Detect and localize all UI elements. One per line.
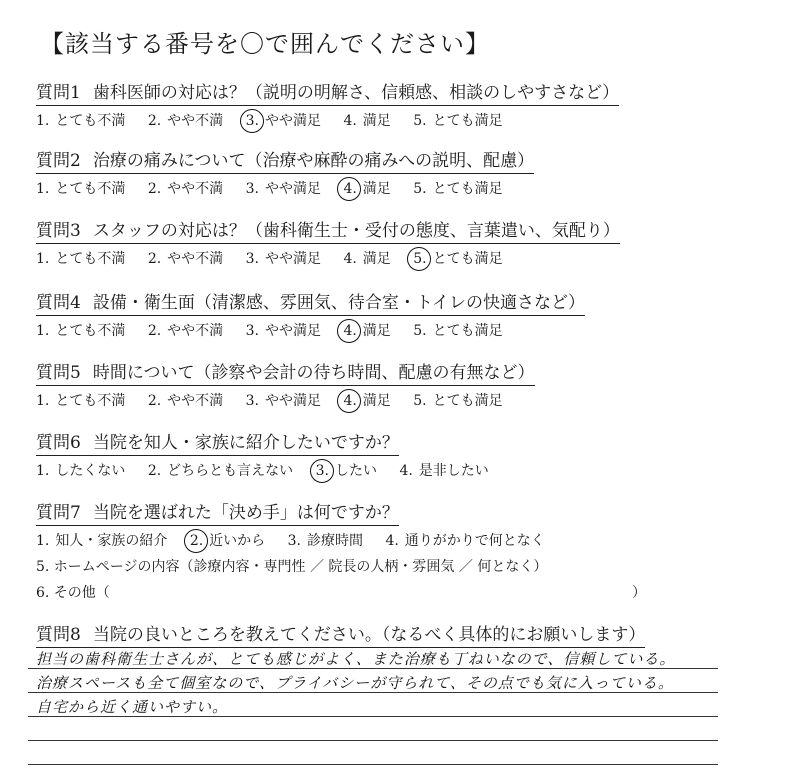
question-number: 質問5 <box>36 363 81 383</box>
question-6 <box>36 428 676 480</box>
options-row <box>36 178 676 198</box>
question-heading <box>36 498 399 526</box>
option-3-selected[interactable]: 3. やや満足 <box>246 113 321 129</box>
options-row <box>36 460 676 480</box>
selection-circle <box>407 247 431 271</box>
question-heading <box>36 216 620 244</box>
options-row <box>36 110 676 130</box>
answer-line <box>28 740 718 741</box>
handwritten-answer-line: 担当の歯科衛生士さんが、とても感じがよく、また治療も丁ねいなので、信頼している。 <box>36 650 676 668</box>
option-4[interactable]: 4. 満足 <box>343 251 391 267</box>
question-7 <box>36 498 676 602</box>
option-2-selected[interactable]: 2. 近いから <box>190 533 265 549</box>
option-4-selected[interactable]: 4. 満足 <box>343 393 390 409</box>
question-number: 質問2 <box>36 151 81 171</box>
question-number: 質問4 <box>36 293 81 313</box>
option-1[interactable]: 1. とても不満 <box>36 323 126 339</box>
question-3 <box>36 216 676 268</box>
selection-circle <box>240 109 264 133</box>
option-1[interactable]: 1. とても不満 <box>36 251 126 267</box>
option-5-selected[interactable]: 5. とても満足 <box>413 251 502 267</box>
question-number: 質問7 <box>36 503 81 523</box>
question-text: 当院を選ばれた「決め手」は何ですか？ <box>92 503 399 523</box>
page-title: 【該当する番号を〇で囲んでください】 <box>40 30 490 58</box>
selection-circle <box>337 389 361 413</box>
question-2 <box>36 146 676 198</box>
options-row <box>36 530 676 550</box>
question-heading <box>36 288 585 316</box>
selection-circle <box>337 319 361 343</box>
option-3[interactable]: 3. やや満足 <box>245 323 321 339</box>
answer-line <box>28 764 718 765</box>
question-text: 治療の痛みについて（治療や麻酔の痛みへの説明、配慮） <box>92 151 535 171</box>
option-2[interactable]: 2. やや不満 <box>147 251 224 267</box>
question-number: 質問6 <box>36 433 81 453</box>
question-heading <box>36 146 534 174</box>
option-4-selected[interactable]: 4. 満足 <box>343 323 390 339</box>
option-1[interactable]: 1. とても不満 <box>36 181 126 197</box>
question-text: スタッフの対応は？（歯科衛生士・受付の態度、言葉遣い、気配り） <box>92 221 620 241</box>
option-5[interactable]: 5. ホームページの内容（診療内容・専門性 ／ 院長の人柄・雰囲気 ／ 何となく） <box>36 559 548 575</box>
question-text: 歯科医師の対応は？（説明の明解さ、信頼感、相談のしやすさなど） <box>92 83 620 103</box>
question-text: 当院を知人・家族に紹介したいですか？ <box>92 433 399 453</box>
handwritten-answer-line: 治療スペースも全て個室なので、プライバシーが守られて、その点でも気に入っている。 <box>36 674 674 692</box>
question-heading <box>36 78 619 106</box>
option-4[interactable]: 4. 是非したい <box>399 463 489 479</box>
free-answer-area[interactable] <box>28 640 718 770</box>
option-5[interactable]: 5. とても満足 <box>413 323 503 339</box>
option-2[interactable]: 2. やや不満 <box>147 323 224 339</box>
option-1[interactable]: 1. とても不満 <box>36 393 126 409</box>
question-heading <box>36 428 399 456</box>
option-3-selected[interactable]: 3. したい <box>316 463 377 479</box>
option-3[interactable]: 3. 診療時間 <box>287 533 363 549</box>
options-row <box>36 320 676 340</box>
option-1[interactable]: 1. したくない <box>36 463 126 479</box>
option-3[interactable]: 3. やや満足 <box>245 251 321 267</box>
option-2[interactable]: 2. どちらとも言えない <box>147 463 294 479</box>
option-6-other[interactable]: 6. その他（ ） <box>36 585 646 601</box>
handwritten-answer-line: 自宅から近く通いやすい。 <box>36 698 229 716</box>
option-2[interactable]: 2. やや不満 <box>147 113 224 129</box>
question-4 <box>36 288 676 340</box>
question-5 <box>36 358 676 410</box>
option-2[interactable]: 2. やや不満 <box>147 181 224 197</box>
selection-circle <box>337 177 361 201</box>
selection-circle <box>310 459 334 483</box>
options-row <box>36 390 676 410</box>
option-3[interactable]: 3. やや満足 <box>245 393 321 409</box>
option-3[interactable]: 3. やや満足 <box>245 181 321 197</box>
option-5[interactable]: 5. とても満足 <box>413 113 503 129</box>
question-text: 当院の良いところを教えてください。（なるべく具体的にお願いします） <box>92 625 646 645</box>
option-5[interactable]: 5. とても満足 <box>413 393 503 409</box>
question-number: 質問3 <box>36 221 81 241</box>
question-heading <box>36 358 535 386</box>
question-1 <box>36 78 676 130</box>
question-number: 質問1 <box>36 83 81 103</box>
option-1[interactable]: 1. 知人・家族の紹介 <box>36 533 168 549</box>
question-text: 時間について（診察や会計の待ち時間、配慮の有無など） <box>92 363 535 383</box>
option-2[interactable]: 2. やや不満 <box>147 393 224 409</box>
option-5[interactable]: 5. とても満足 <box>413 181 503 197</box>
option-4-selected[interactable]: 4. 満足 <box>343 181 390 197</box>
selection-circle <box>184 529 208 553</box>
question-text: 設備・衛生面（清潔感、雰囲気、待合室・トイレの快適さなど） <box>92 293 585 313</box>
option-1[interactable]: 1. とても不満 <box>36 113 126 129</box>
option-4[interactable]: 4. 満足 <box>343 113 391 129</box>
option-4[interactable]: 4. 通りがかりで何となく <box>385 533 545 549</box>
question-number: 質問8 <box>36 625 81 645</box>
options-row <box>36 248 676 268</box>
